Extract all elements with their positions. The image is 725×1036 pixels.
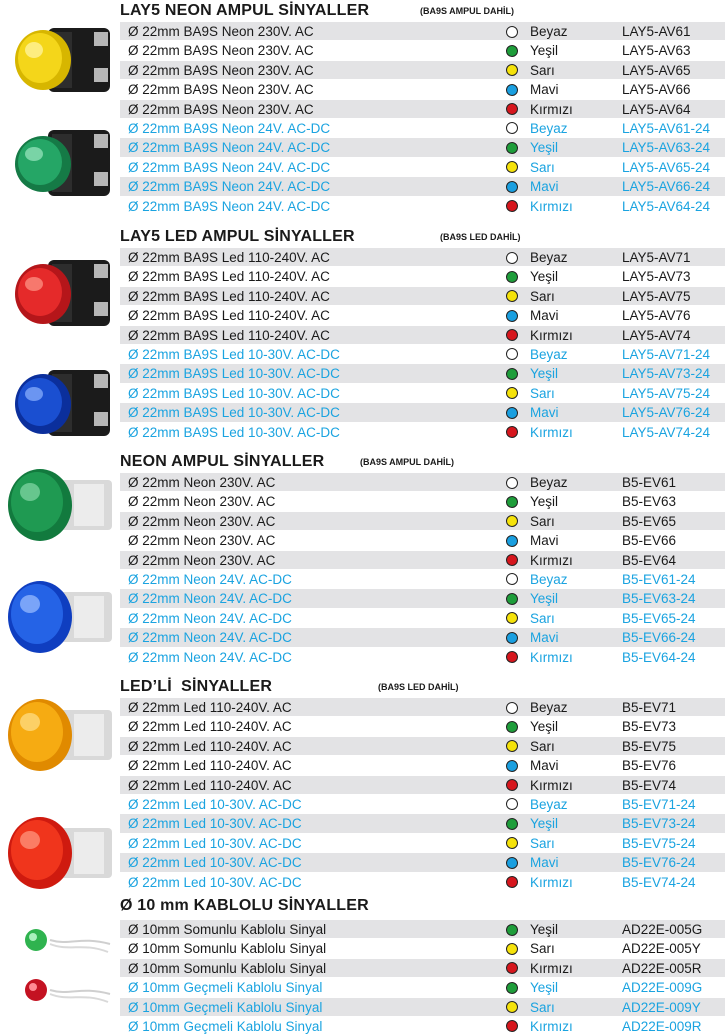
- color-name: Sarı: [530, 62, 555, 78]
- color-name: Mavi: [530, 855, 559, 871]
- product-code: LAY5-AV71-24: [622, 346, 711, 362]
- product-code: B5-EV71: [622, 700, 677, 715]
- color-swatch-icon: [506, 142, 518, 154]
- lamp-yellow-lay5-image: [8, 18, 114, 100]
- product-description: Ø 10mm Geçmeli Kablolu Sinyal: [128, 1018, 323, 1034]
- color-name: Yeşil: [530, 922, 559, 937]
- color-name: Beyaz: [530, 346, 568, 362]
- product-code: LAY5-AV73-24: [622, 366, 711, 382]
- table-row: [120, 287, 725, 306]
- color-name: Beyaz: [530, 475, 568, 490]
- color-swatch-icon: [506, 84, 518, 96]
- table-row: [120, 959, 725, 978]
- product-description: Ø 22mm Led 10-30V. AC-DC: [128, 816, 302, 832]
- table-row: [120, 717, 725, 736]
- color-swatch-icon: [506, 779, 518, 791]
- table-row: [120, 570, 725, 589]
- color-name: Kırmızı: [530, 1018, 573, 1034]
- section-note: (BA9S LED DAHİL): [378, 682, 459, 692]
- product-code: B5-EV71-24: [622, 796, 696, 812]
- product-description: Ø 22mm Led 10-30V. AC-DC: [128, 874, 302, 890]
- table-row: [120, 177, 725, 196]
- product-description: Ø 10mm Somunlu Kablolu Sinyal: [128, 941, 327, 957]
- product-code: LAY5-AV74-24: [622, 424, 711, 440]
- product-code: LAY5-AV63: [622, 43, 691, 59]
- color-swatch-icon: [506, 290, 518, 302]
- table-row: [120, 776, 725, 795]
- color-swatch-icon: [506, 760, 518, 772]
- section-note: (BA9S AMPUL DAHİL): [420, 6, 514, 16]
- color-swatch-icon: [506, 407, 518, 419]
- lamp-green-10mm-image: [20, 922, 116, 962]
- color-name: Kırmızı: [530, 552, 573, 568]
- section-title-text: NEON AMPUL SİNYALLER: [120, 453, 325, 470]
- product-description: Ø 22mm BA9S Neon 24V. AC-DC: [128, 179, 331, 195]
- table-row: [120, 326, 725, 345]
- section-title-text: LED’Lİ SİNYALLER: [120, 678, 273, 695]
- color-swatch-icon: [506, 271, 518, 283]
- product-description: Ø 22mm BA9S Neon 230V. AC: [128, 82, 314, 98]
- section-title: [120, 895, 725, 917]
- color-name: Mavi: [530, 758, 559, 774]
- color-name: Sarı: [530, 610, 555, 626]
- product-code: LAY5-AV71: [622, 250, 691, 265]
- product-description: Ø 22mm BA9S Neon 24V. AC-DC: [128, 198, 331, 214]
- color-name: Kırmızı: [530, 960, 573, 976]
- color-swatch-icon: [506, 103, 518, 115]
- product-code: B5-EV63-24: [622, 591, 696, 607]
- product-description: Ø 22mm Led 10-30V. AC-DC: [128, 835, 302, 851]
- product-code: B5-EV75-24: [622, 835, 696, 851]
- color-swatch-icon: [506, 593, 518, 605]
- color-swatch-icon: [506, 310, 518, 322]
- product-code: LAY5-AV64-24: [622, 198, 711, 214]
- product-code: B5-EV75: [622, 738, 677, 754]
- lamp-green-lay5-image: [8, 118, 114, 208]
- color-swatch-icon: [506, 721, 518, 733]
- table-row: [120, 737, 725, 756]
- product-description: Ø 22mm BA9S Led 110-240V. AC: [128, 327, 330, 343]
- color-name: Beyaz: [530, 796, 568, 812]
- color-swatch-icon: [506, 573, 518, 585]
- product-description: Ø 22mm Neon 230V. AC: [128, 475, 276, 490]
- color-swatch-icon: [506, 612, 518, 624]
- table-row: [120, 834, 725, 853]
- color-swatch-icon: [506, 348, 518, 360]
- table-row: [120, 978, 725, 997]
- product-code: LAY5-AV66-24: [622, 179, 711, 195]
- color-swatch-icon: [506, 740, 518, 752]
- color-name: Kırmızı: [530, 424, 573, 440]
- product-description: Ø 10mm Somunlu Kablolu Sinyal: [128, 922, 327, 937]
- color-name: Sarı: [530, 288, 555, 304]
- product-description: Ø 22mm BA9S Neon 230V. AC: [128, 43, 314, 59]
- product-code: B5-EV76: [622, 758, 677, 774]
- color-name: Yeşil: [530, 366, 559, 382]
- product-table: [120, 920, 725, 1036]
- color-name: Sarı: [530, 738, 555, 754]
- section-title: [120, 676, 725, 698]
- product-description: Ø 22mm BA9S Led 10-30V. AC-DC: [128, 366, 340, 382]
- color-swatch-icon: [506, 554, 518, 566]
- table-row: [120, 345, 725, 364]
- color-name: Kırmızı: [530, 649, 573, 665]
- product-code: B5-EV61-24: [622, 571, 696, 587]
- product-description: Ø 22mm BA9S Led 110-240V. AC: [128, 269, 330, 285]
- color-swatch-icon: [506, 26, 518, 38]
- product-code: LAY5-AV76-24: [622, 405, 711, 421]
- color-name: Yeşil: [530, 719, 559, 735]
- product-code: B5-EV63: [622, 494, 677, 510]
- table-row: [120, 795, 725, 814]
- color-swatch-icon: [506, 496, 518, 508]
- product-code: B5-EV73: [622, 719, 677, 735]
- table-row: [120, 423, 725, 442]
- color-swatch-icon: [506, 45, 518, 57]
- color-swatch-icon: [506, 702, 518, 714]
- table-row: [120, 61, 725, 80]
- color-name: Yeşil: [530, 591, 559, 607]
- product-description: Ø 22mm Neon 230V. AC: [128, 552, 276, 568]
- product-description: Ø 22mm BA9S Neon 230V. AC: [128, 24, 314, 39]
- color-name: Kırmızı: [530, 327, 573, 343]
- product-description: Ø 22mm Led 10-30V. AC-DC: [128, 855, 302, 871]
- table-row: [120, 473, 725, 492]
- color-swatch-icon: [506, 200, 518, 212]
- product-code: LAY5-AV65-24: [622, 159, 711, 175]
- color-swatch-icon: [506, 876, 518, 888]
- product-description: Ø 22mm Led 110-240V. AC: [128, 738, 292, 754]
- section-title-text: LAY5 NEON AMPUL SİNYALLER: [120, 2, 370, 19]
- product-code: B5-EV74-24: [622, 874, 696, 890]
- color-swatch-icon: [506, 818, 518, 830]
- table-row: [120, 267, 725, 286]
- color-name: Mavi: [530, 308, 559, 324]
- color-name: Kırmızı: [530, 777, 573, 793]
- lamp-red-lay5-image: [8, 248, 114, 338]
- color-swatch-icon: [506, 64, 518, 76]
- color-name: Mavi: [530, 82, 559, 98]
- table-row: [120, 158, 725, 177]
- product-table: [120, 698, 725, 892]
- color-name: Yeşil: [530, 269, 559, 285]
- table-row: [120, 512, 725, 531]
- product-code: LAY5-AV75-24: [622, 385, 711, 401]
- product-description: Ø 22mm BA9S Led 10-30V. AC-DC: [128, 424, 340, 440]
- product-code: LAY5-AV61-24: [622, 120, 711, 136]
- table-row: [120, 589, 725, 608]
- color-swatch-icon: [506, 329, 518, 341]
- color-swatch-icon: [506, 1020, 518, 1032]
- product-code: AD22E-005G: [622, 922, 703, 937]
- product-code: AD22E-009G: [622, 980, 703, 996]
- table-row: [120, 22, 725, 41]
- product-code: AD22E-005Y: [622, 941, 701, 957]
- color-swatch-icon: [506, 161, 518, 173]
- color-name: Yeşil: [530, 140, 559, 156]
- product-table: [120, 248, 725, 442]
- product-description: Ø 22mm Neon 230V. AC: [128, 513, 276, 529]
- color-name: Beyaz: [530, 120, 568, 136]
- color-name: Beyaz: [530, 24, 568, 39]
- table-row: [120, 364, 725, 383]
- product-description: Ø 22mm Led 110-240V. AC: [128, 700, 292, 715]
- product-description: Ø 22mm BA9S Neon 24V. AC-DC: [128, 120, 331, 136]
- color-swatch-icon: [506, 535, 518, 547]
- product-code: B5-EV66-24: [622, 630, 696, 646]
- product-description: Ø 22mm BA9S Led 110-240V. AC: [128, 250, 330, 265]
- color-name: Kırmızı: [530, 101, 573, 117]
- color-swatch-icon: [506, 181, 518, 193]
- table-row: [120, 756, 725, 775]
- color-swatch-icon: [506, 387, 518, 399]
- product-code: AD22E-009R: [622, 1018, 702, 1034]
- product-description: Ø 22mm BA9S Neon 230V. AC: [128, 62, 314, 78]
- color-name: Kırmızı: [530, 874, 573, 890]
- table-row: [120, 248, 725, 267]
- product-description: Ø 22mm Neon 24V. AC-DC: [128, 591, 292, 607]
- color-swatch-icon: [506, 798, 518, 810]
- product-description: Ø 22mm Neon 24V. AC-DC: [128, 649, 292, 665]
- product-code: B5-EV65-24: [622, 610, 696, 626]
- color-swatch-icon: [506, 368, 518, 380]
- table-row: [120, 628, 725, 647]
- color-name: Yeşil: [530, 816, 559, 832]
- product-code: B5-EV74: [622, 777, 677, 793]
- section-title-text: LAY5 LED AMPUL SİNYALLER: [120, 228, 355, 245]
- product-code: LAY5-AV63-24: [622, 140, 711, 156]
- color-name: Sarı: [530, 513, 555, 529]
- table-row: [120, 41, 725, 60]
- product-description: Ø 22mm BA9S Led 110-240V. AC: [128, 308, 330, 324]
- color-swatch-icon: [506, 943, 518, 955]
- product-description: Ø 22mm Led 110-240V. AC: [128, 777, 292, 793]
- color-swatch-icon: [506, 426, 518, 438]
- product-description: Ø 22mm BA9S Neon 230V. AC: [128, 101, 314, 117]
- table-row: [120, 939, 725, 958]
- product-description: Ø 22mm BA9S Neon 24V. AC-DC: [128, 140, 331, 156]
- table-row: [120, 873, 725, 892]
- table-row: [120, 197, 725, 216]
- table-row: [120, 403, 725, 422]
- product-description: Ø 10mm Somunlu Kablolu Sinyal: [128, 960, 327, 976]
- product-code: LAY5-AV73: [622, 269, 691, 285]
- color-name: Sarı: [530, 999, 555, 1015]
- product-description: Ø 22mm Neon 24V. AC-DC: [128, 610, 292, 626]
- product-code: AD22E-009Y: [622, 999, 701, 1015]
- color-name: Mavi: [530, 533, 559, 549]
- color-swatch-icon: [506, 477, 518, 489]
- table-row: [120, 384, 725, 403]
- product-description: Ø 22mm BA9S Led 10-30V. AC-DC: [128, 405, 340, 421]
- product-code: LAY5-AV75: [622, 288, 691, 304]
- product-code: B5-EV64: [622, 552, 677, 568]
- color-swatch-icon: [506, 515, 518, 527]
- lamp-red-10mm-image: [20, 972, 116, 1012]
- product-description: Ø 22mm Neon 230V. AC: [128, 494, 276, 510]
- table-row: [120, 1017, 725, 1036]
- lamp-green-b5-image: [4, 460, 116, 550]
- product-code: B5-EV73-24: [622, 816, 696, 832]
- product-description: Ø 22mm Neon 24V. AC-DC: [128, 571, 292, 587]
- color-swatch-icon: [506, 924, 518, 936]
- product-description: Ø 22mm Led 10-30V. AC-DC: [128, 796, 302, 812]
- table-row: [120, 648, 725, 667]
- color-name: Kırmızı: [530, 198, 573, 214]
- table-row: [120, 119, 725, 138]
- section-title-text: Ø 10 mm KABLOLU SİNYALLER: [120, 897, 369, 914]
- section-title: [120, 226, 725, 248]
- table-row: [120, 609, 725, 628]
- color-swatch-icon: [506, 962, 518, 974]
- color-name: Beyaz: [530, 700, 568, 715]
- table-row: [120, 138, 725, 157]
- table-row: [120, 100, 725, 119]
- lamp-orange-b5-image: [4, 690, 116, 780]
- product-description: Ø 22mm BA9S Led 10-30V. AC-DC: [128, 385, 340, 401]
- color-swatch-icon: [506, 632, 518, 644]
- color-swatch-icon: [506, 252, 518, 264]
- table-row: [120, 551, 725, 570]
- product-code: B5-EV76-24: [622, 855, 696, 871]
- product-description: Ø 22mm BA9S Led 110-240V. AC: [128, 288, 330, 304]
- section-title: [120, 451, 725, 473]
- color-name: Beyaz: [530, 250, 568, 265]
- section-note: (BA9S AMPUL DAHİL): [360, 457, 454, 467]
- color-swatch-icon: [506, 1001, 518, 1013]
- product-description: Ø 10mm Geçmeli Kablolu Sinyal: [128, 999, 323, 1015]
- product-description: Ø 22mm BA9S Neon 24V. AC-DC: [128, 159, 331, 175]
- product-description: Ø 22mm BA9S Led 10-30V. AC-DC: [128, 346, 340, 362]
- table-row: [120, 698, 725, 717]
- product-code: LAY5-AV61: [622, 24, 691, 39]
- product-table: [120, 22, 725, 216]
- product-code: B5-EV65: [622, 513, 677, 529]
- color-swatch-icon: [506, 857, 518, 869]
- color-name: Mavi: [530, 630, 559, 646]
- lamp-blue-b5-image: [4, 572, 116, 662]
- lamp-red-b5-image: [4, 808, 116, 898]
- table-row: [120, 920, 725, 939]
- color-name: Yeşil: [530, 494, 559, 510]
- color-swatch-icon: [506, 982, 518, 994]
- product-description: Ø 22mm Neon 24V. AC-DC: [128, 630, 292, 646]
- color-name: Sarı: [530, 159, 555, 175]
- table-row: [120, 306, 725, 325]
- color-name: Beyaz: [530, 571, 568, 587]
- color-name: Sarı: [530, 941, 555, 957]
- section-title: [120, 0, 725, 22]
- color-name: Mavi: [530, 405, 559, 421]
- product-code: B5-EV66: [622, 533, 677, 549]
- color-name: Yeşil: [530, 43, 559, 59]
- table-row: [120, 998, 725, 1017]
- section-note: (BA9S LED DAHİL): [440, 232, 521, 242]
- color-swatch-icon: [506, 837, 518, 849]
- product-table: [120, 473, 725, 667]
- table-row: [120, 853, 725, 872]
- product-code: AD22E-005R: [622, 960, 702, 976]
- product-description: Ø 22mm Led 110-240V. AC: [128, 719, 292, 735]
- product-description: Ø 10mm Geçmeli Kablolu Sinyal: [128, 980, 323, 996]
- product-code: LAY5-AV64: [622, 101, 691, 117]
- color-name: Sarı: [530, 835, 555, 851]
- product-code: LAY5-AV76: [622, 308, 691, 324]
- product-code: LAY5-AV66: [622, 82, 691, 98]
- lamp-blue-lay5-image: [8, 358, 114, 448]
- table-row: [120, 814, 725, 833]
- product-code: B5-EV64-24: [622, 649, 696, 665]
- product-code: B5-EV61: [622, 475, 677, 490]
- product-code: LAY5-AV74: [622, 327, 691, 343]
- color-swatch-icon: [506, 651, 518, 663]
- product-description: Ø 22mm Neon 230V. AC: [128, 533, 276, 549]
- product-code: LAY5-AV65: [622, 62, 691, 78]
- table-row: [120, 492, 725, 511]
- product-description: Ø 22mm Led 110-240V. AC: [128, 758, 292, 774]
- color-name: Mavi: [530, 179, 559, 195]
- table-row: [120, 80, 725, 99]
- color-name: Yeşil: [530, 980, 559, 996]
- color-swatch-icon: [506, 122, 518, 134]
- table-row: [120, 531, 725, 550]
- color-name: Sarı: [530, 385, 555, 401]
